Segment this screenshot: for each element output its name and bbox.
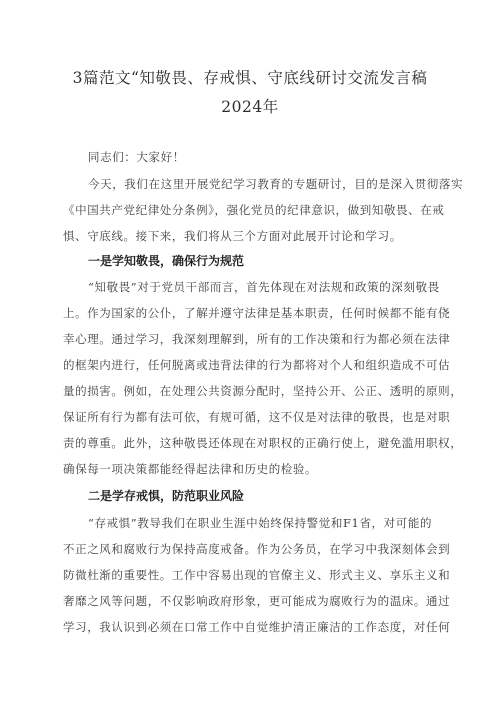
- paragraph-line: 保证所有行为都有法可依，有规可循，这不仅是对法律的敬畏，也是对职: [63, 410, 451, 424]
- paragraph-line: 《中国共产党纪律处分条例》，强化党员的纪律意识，做到知敬畏、在戒: [63, 203, 445, 217]
- paragraph-line: 上。作为国家的公仆，了解并遵守法律是基本职责，任何时候都不能有侥: [63, 306, 451, 320]
- document-title: 3篇范文“知敬畏、存戒惧、守底线研讨交流发言稿: [72, 69, 428, 87]
- document-title-year: 2024年: [221, 98, 279, 116]
- paragraph-line: 量的损害。例如，在处理公共资源分配时，坚持公开、公正、透明的原则，: [63, 384, 463, 398]
- paragraph-line: 责的尊重。此外，这种敬畏还体现在对职权的正确行使上，避免滥用职权，: [63, 436, 463, 450]
- paragraph-line: “存戒惧”教导我们在职业生涯中始终保持警觉和F1省，对可能的: [88, 516, 433, 530]
- paragraph-line: 奢靡之风等问题，不仅影响政府形象，更可能成为腐败行为的温床。通过: [63, 594, 451, 608]
- greeting: 同志们：大家好！: [88, 150, 185, 164]
- paragraph-line: 不正之风和腐败行为保持高度戒备。作为公务员，在学习中我深刻体会到: [63, 542, 451, 556]
- paragraph-line: 惧、守底线。接下来，我们将从三个方面对此展开讨论和学习。: [63, 229, 402, 243]
- section-heading: 一是学知敬畏，确保行为规范: [88, 254, 245, 268]
- paragraph-line: 确保每一项决策都能经得起法律和历史的检验。: [63, 462, 318, 476]
- paragraph-line: 的框架内进行，任何脱离或违背法律的行为都将对个人和组织造成不可估: [63, 358, 451, 372]
- section-heading: 二是学存戒惧，防范职业风险: [88, 489, 245, 503]
- paragraph-line: “知敬畏”对于党员干部而言，首先体现在对法规和政策的深刻敬畏: [88, 280, 440, 294]
- paragraph-line: 幸心理。通过学习，我深刻理解到，所有的工作决策和行为都必须在法律: [63, 332, 451, 346]
- paragraph-line: 今天，我们在这里开展党纪学习教育的专题研讨，目的是深入贯彻落实: [88, 177, 464, 191]
- paragraph-line: 学习，我认识到必须在口常工作中自觉维护清正廉洁的工作态度，对任何: [63, 620, 451, 634]
- paragraph-line: 防微杜渐的重要性。工作中容易出现的官僚主义、形式主义、享乐主义和: [63, 568, 451, 582]
